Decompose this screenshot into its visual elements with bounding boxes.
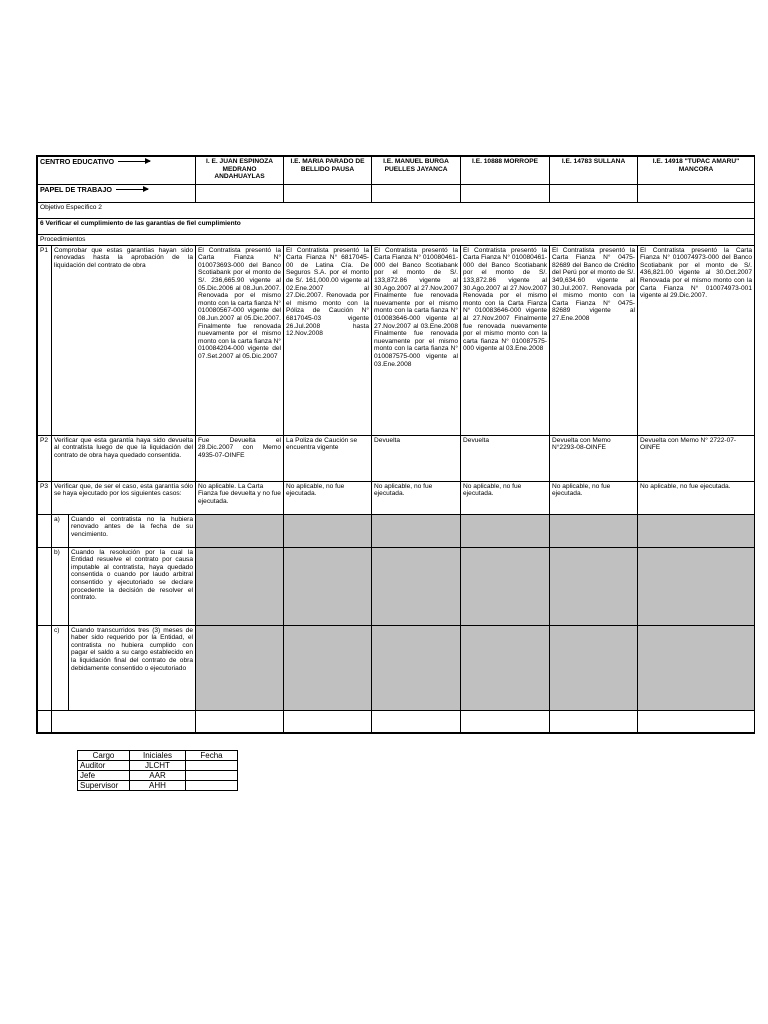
header-row-papel <box>38 185 755 203</box>
signoff-cargo: Supervisor <box>78 781 130 791</box>
signoff-cargo: Auditor <box>78 761 130 771</box>
subcase-letter: c) <box>52 626 69 710</box>
result-cell: No aplicable, no fue ejecutada. <box>284 481 372 514</box>
procedure-row-p1 <box>38 245 755 435</box>
subcase-row-c <box>38 625 755 710</box>
school-header: I. E. JUAN ESPINOZA MEDRANO ANDAHUAYLAS <box>196 157 284 185</box>
procedure-text: Comprobar que estas garantías hayan sido renovadas hasta la aprobación de la liquidación del contrato de obra <box>52 245 196 435</box>
signoff-iniciales: JLCHT <box>130 761 186 771</box>
procedures-label: Procedimientos <box>38 235 755 246</box>
procedure-text: Verificar que esta garantía haya sido devuelta al contratista luego de que la liquidación del contrato de obra haya quedado consentida. <box>52 435 196 481</box>
procedure-row-p3 <box>38 481 755 514</box>
centro-educativo-cell <box>38 157 196 185</box>
arrow-right-icon <box>118 161 150 162</box>
procedure-row-p2 <box>38 435 755 481</box>
signoff-row <box>78 761 238 771</box>
signoff-iniciales: AAR <box>130 771 186 781</box>
procedure-id: P3 <box>38 481 52 514</box>
result-cell: El Contratista presentó la Carta Fianza N° 0475-82689 del Banco de Crédito del Perú por el monto de S/. 349,634.60 vigente al 30.Jul.2007. Renovada por el mismo monto con la Carta Fianza N° 0475-82689 vigente al 27.Ene.2008 <box>550 245 638 435</box>
result-cell: No aplicable, no fue ejecutada. <box>638 481 755 514</box>
subcase-row-b <box>38 547 755 625</box>
procedure-id: P1 <box>38 245 52 435</box>
subcase-cell <box>52 514 196 547</box>
signoff-header: Cargo <box>78 751 130 761</box>
procedure-text: Verificar que, de ser el caso, esta garantía sólo se haya ejecutado por los siguientes casos: <box>52 481 196 514</box>
school-header: I.E. 14783 SULLANA <box>550 157 638 185</box>
result-cell: El Contratista presentó la Carta Fianza N° 6817045-00 de Latina Cía. De Seguros S.A. por el monto de S/. 161,000.00 vigente al 02.Ene.2007 al 27.Dic.2007. Renovada por el mismo monto con la Póliza de Caución N° 6817045-03 vigente 26.Jul.2008 hasta 12.Nov.2008 <box>284 245 372 435</box>
objective-row <box>38 203 755 219</box>
objective-title-cell <box>38 219 755 235</box>
school-header: I.E. 14918 "TUPAC AMARU" MANCORA <box>638 157 755 185</box>
result-cell: El Contratista presentó la Carta Fianza N° 010073693-000 del Banco Scotiabank por el monto de S/. 236,665.90 vigente al 05.Dic.2006 al 08.Jun.2007. Renovada por el mismo monto con la carta fianza N° 010080567-000 vigente del 08.Jun.2007 al 05.Dic.2007. Finalmente fue renovada nuevamente por el mismo monto con la carta fianza N° 010084204-000 vigente del 07.Set.2007 al 05.Dic.2007 <box>196 245 284 435</box>
result-cell: Devuelta con Memo N° 2722-07-OINFE <box>638 435 755 481</box>
result-cell: Devuelta con Memo N°2293-08-OINFE <box>550 435 638 481</box>
result-cell: El Contratista presentó la Carta Fianza N° 010080461-000 del Banco Scotiabank por el monto de S/. 133,872.86 vigente al 30.Ago.2007 al 27.Nov.2007 Renovada por el mismo monto con la Carta Fianza N° 010083646-000 vigente al 27.Nov.2007 Finalmente fue renovada nuevamente por el mismo monto con la carta fianza N° 010087575-000 vigente al 03.Ene.2008 <box>461 245 550 435</box>
school-header: I.E. MARIA PARADO DE BELLIDO PAUSA <box>284 157 372 185</box>
result-cell: No aplicable, no fue ejecutada. <box>550 481 638 514</box>
subcase-text: Cuando el contratista no la hubiera renovado antes de la fecha de su vencimiento. <box>71 515 194 538</box>
result-cell: Fue Devuelta el 28.Dic.2007 con Memo 4935-07-OINFE <box>196 435 284 481</box>
subcase-letter: a) <box>52 515 69 547</box>
school-header: I.E. MANUEL BURGA PUELLES JAYANCA <box>372 157 461 185</box>
header-row-centro <box>38 157 755 185</box>
result-cell: No aplicable. La Carta Fianza fue devuelta y no fue ejecutada. <box>196 481 284 514</box>
arrow-right-icon <box>116 189 148 190</box>
result-cell: No aplicable, no fue ejecutada. <box>461 481 550 514</box>
signoff-fecha[interactable] <box>186 781 238 791</box>
result-cell: No aplicable, no fue ejecutada. <box>372 481 461 514</box>
signoff-header-row <box>78 751 238 761</box>
subcase-cell <box>52 625 196 710</box>
signoff-fecha[interactable] <box>186 761 238 771</box>
subcase-row-a <box>38 514 755 547</box>
subcase-text: Cuando la resolución por la cual la Entidad resuelve el contrato por causa imputable al contratista, haya quedado consentida o cuando por laudo arbitral consentido y ejecutoriado se declare procedente la decisión de resolver el contrato. <box>71 548 194 602</box>
result-cell: Devuelta <box>372 435 461 481</box>
school-header: I.E. 10888 MORROPE <box>461 157 550 185</box>
signoff-row <box>78 781 238 791</box>
subcase-letter: b) <box>52 548 69 625</box>
objective-label: Objetivo Específico 2 <box>38 203 755 219</box>
signoff-header: Fecha <box>186 751 238 761</box>
empty-row <box>38 710 755 732</box>
result-cell: Devuelta <box>461 435 550 481</box>
work-paper-sheet <box>36 155 755 734</box>
procedures-label-row <box>38 235 755 246</box>
work-paper-table <box>37 156 755 733</box>
centro-educativo-label: CENTRO EDUCATIVO <box>40 157 115 166</box>
subcase-text: Cuando transcurridos tres (3) meses de haber sido requerido por la Entidad, el contratista no hubiera cumplido con pagar el saldo a su cargo establecido en la liquidación final del contrato de obra debidamente consentido o ejecutoriado <box>71 626 194 672</box>
signoff-header: Iniciales <box>130 751 186 761</box>
signoff-iniciales: AHH <box>130 781 186 791</box>
papel-de-trabajo-label: PAPEL DE TRABAJO <box>40 185 113 194</box>
result-cell: El Contratista presentó la Carta Fianza N° 010074973-000 del Banco Scotiabank por el monto de S/. 436,821.00 vigente al 30.Oct.2007 Renovada por el mismo monto con la Carta Fianza N° 010074973-001 vigente al 29.Dic.2007. <box>638 245 755 435</box>
result-cell: El Contratista presentó la Carta Fianza N° 010080461-000 del Banco Scotiabank por el monto de S/. 133,872.86 vigente al 30.Ago.2007 al 27.Nov.2007 Finalmente fue renovada nuevamente por el mismo monto con la carta fianza N° 010083646-000 vigente al 27.Nov.2007 al 03.Ene.2008 Finalmente fue renovada nuevamente por el mismo monto con la carta fianza N° 010087575-000 vigente al 03.Ene.2008 <box>372 245 461 435</box>
objective-title: Verificar el cumplimiento de las garantías de fiel cumplimiento <box>45 220 241 227</box>
signoff-row <box>78 771 238 781</box>
signoff-cargo: Jefe <box>78 771 130 781</box>
signoff-fecha[interactable] <box>186 771 238 781</box>
objective-number: 6 <box>40 220 44 227</box>
objective-title-row <box>38 219 755 235</box>
subcase-cell <box>52 547 196 625</box>
signoff-table <box>77 750 238 791</box>
papel-de-trabajo-cell <box>38 185 196 203</box>
result-cell: La Poliza de Caución se encuentra vigente <box>284 435 372 481</box>
procedure-id: P2 <box>38 435 52 481</box>
